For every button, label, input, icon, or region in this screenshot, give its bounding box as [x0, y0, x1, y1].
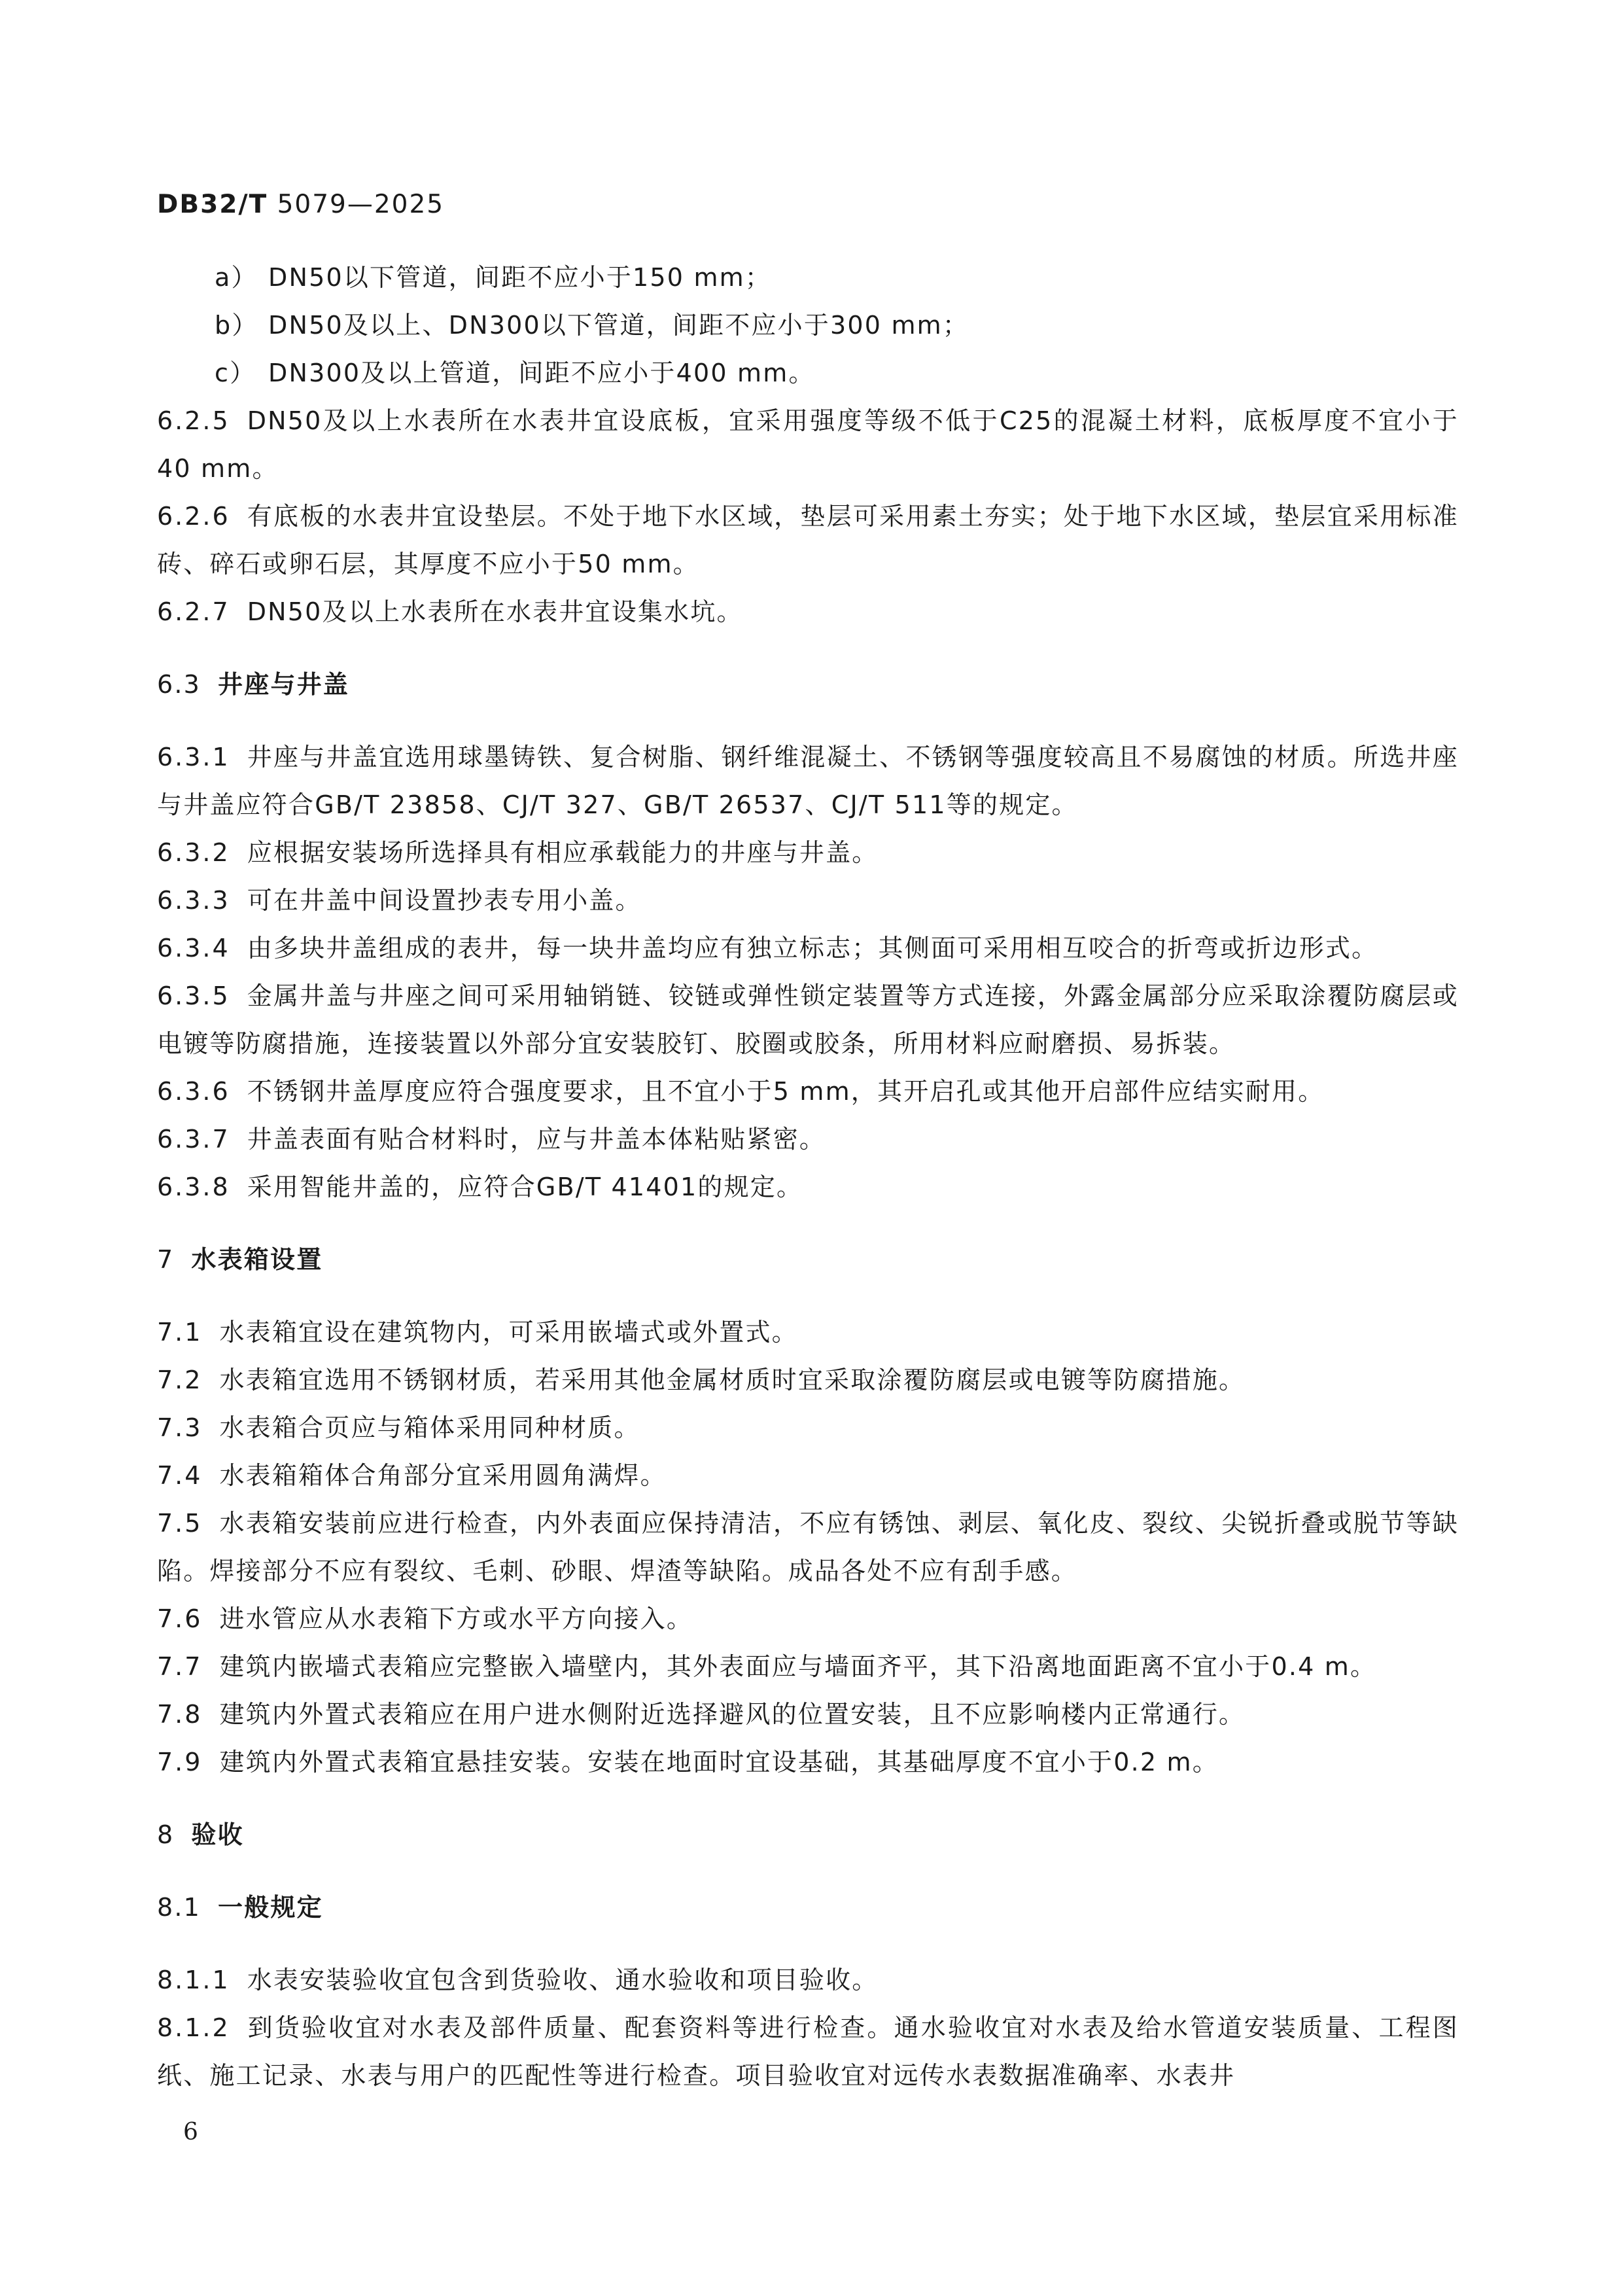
clause-text: 金属井盖与井座之间可采用轴销链、铰链或弹性锁定装置等方式连接，外露金属部分应采取涂覆防腐层或电镀等防腐措施，连接装置以外部分宜安装胶钉、胶圈或胶条，所用材料应耐磨损、易拆装。: [157, 981, 1459, 1058]
clause-number: 6.2.6: [157, 502, 230, 531]
clause-text: DN50及以上水表所在水表井宜设集水坑。: [247, 597, 743, 626]
clause-text: 水表箱箱体合角部分宜采用圆角满焊。: [219, 1461, 667, 1490]
clause-number: 6.3.5: [157, 981, 230, 1010]
clause-6-2-7: [157, 588, 1459, 636]
clause-number: 7.5: [157, 1509, 203, 1538]
section-heading-6-3: [157, 661, 1459, 709]
section-number: 7: [157, 1245, 175, 1274]
clause-text: 水表箱安装前应进行检查，内外表面应保持清洁，不应有锈蚀、剥层、氧化皮、裂纹、尖锐折叠或脱节等缺陷。焊接部分不应有裂纹、毛刺、砂眼、焊渣等缺陷。成品各处不应有刮手感。: [157, 1509, 1459, 1585]
clause-text: 不锈钢井盖厚度应符合强度要求，且不宜小于5 mm，其开启孔或其他开启部件应结实耐用。: [247, 1077, 1325, 1106]
list-item-mark: b）: [215, 311, 258, 340]
clause-7-4: [157, 1452, 1459, 1500]
clause-text: 井盖表面有贴合材料时，应与井盖本体粘贴紧密。: [247, 1125, 826, 1154]
clause-number: 7.3: [157, 1413, 203, 1442]
clause-7-9: [157, 1739, 1459, 1786]
clause-7-2: [157, 1356, 1459, 1404]
section-heading-8: [157, 1811, 1459, 1859]
clause-text: 水表箱宜选用不锈钢材质，若采用其他金属材质时宜采取涂覆防腐层或电镀等防腐措施。: [219, 1366, 1246, 1394]
clause-text: 水表箱合页应与箱体采用同种材质。: [219, 1413, 640, 1442]
document-code: [157, 190, 444, 219]
clause-6-3-5: [157, 972, 1459, 1068]
clause-6-2-6: [157, 493, 1459, 588]
clause-text: 采用智能井盖的，应符合GB/T 41401的规定。: [247, 1173, 803, 1201]
clause-number: 8.1.1: [157, 1966, 230, 1994]
list-item: [157, 349, 1459, 397]
clause-text: 由多块井盖组成的表井，每一块井盖均应有独立标志；其侧面可采用相互咬合的折弯或折边形式。: [247, 934, 1378, 963]
clause-text: 井座与井盖宜选用球墨铸铁、复合树脂、钢纤维混凝土、不锈钢等强度较高且不易腐蚀的材质。所选井座与井盖应符合GB/T 23858、CJ/T 327、GB/T 26537、CJ/T 511等的规定。: [157, 743, 1459, 819]
clause-6-3-1: [157, 733, 1459, 829]
clause-number: 6.2.7: [157, 597, 230, 626]
clause-number: 6.3.2: [157, 838, 230, 867]
clause-text: 建筑内嵌墙式表箱应完整嵌入墙壁内，其外表面应与墙面齐平，其下沿离地面距离不宜小于0.4 m。: [219, 1652, 1377, 1681]
clause-7-7: [157, 1643, 1459, 1691]
section-heading-7: [157, 1236, 1459, 1284]
clause-6-3-8: [157, 1163, 1459, 1211]
clause-text: 可在井盖中间设置抄表专用小盖。: [247, 886, 642, 915]
clause-text: 水表安装验收宜包含到货验收、通水验收和项目验收。: [247, 1966, 879, 1994]
clause-number: 6.3.7: [157, 1125, 230, 1154]
clause-6-2-5: [157, 397, 1459, 493]
document-code-number: 5079—2025: [268, 190, 445, 219]
clause-6-3-3: [157, 877, 1459, 925]
clause-text: DN50及以上水表所在水表井宜设底板，宜采用强度等级不低于C25的混凝土材料，底板厚度不宜小于40 mm。: [157, 406, 1459, 483]
clause-number: 8.1.2: [157, 2013, 230, 2042]
clause-number: 7.6: [157, 1604, 203, 1633]
clause-number: 7.2: [157, 1366, 203, 1394]
clause-text: 建筑内外置式表箱应在用户进水侧附近选择避风的位置安装，且不应影响楼内正常通行。: [219, 1700, 1246, 1729]
clause-number: 7.7: [157, 1652, 203, 1681]
clause-number: 6.3.6: [157, 1077, 230, 1106]
clause-6-3-2: [157, 829, 1459, 877]
clause-text: 到货验收宜对水表及部件质量、配套资料等进行检查。通水验收宜对水表及给水管道安装质量、工程图纸、施工记录、水表与用户的匹配性等进行检查。项目验收宜对远传水表数据准确率、水表井: [157, 2013, 1459, 2090]
section-title: 水表箱设置: [191, 1245, 323, 1274]
clause-number: 7.4: [157, 1461, 203, 1490]
clause-8-1-1: [157, 1956, 1459, 2004]
section-number: 8: [157, 1820, 175, 1849]
list-item: [157, 254, 1459, 302]
clause-6-3-6: [157, 1068, 1459, 1116]
clause-7-8: [157, 1691, 1459, 1739]
document-body: [157, 254, 1459, 2100]
section-title: 验收: [191, 1820, 244, 1849]
clause-text: 建筑内外置式表箱宜悬挂安装。安装在地面时宜设基础，其基础厚度不宜小于0.2 m。: [219, 1748, 1219, 1776]
clause-8-1-2: [157, 2004, 1459, 2100]
page-number: 6: [183, 2119, 198, 2146]
section-title: 井座与井盖: [218, 670, 350, 699]
clause-6-3-7: [157, 1116, 1459, 1163]
clause-number: 6.2.5: [157, 406, 230, 435]
document-code-prefix: DB32/T: [157, 190, 268, 219]
clause-number: 6.3.4: [157, 934, 230, 963]
section-number: 8.1: [157, 1893, 201, 1922]
clause-7-3: [157, 1404, 1459, 1452]
list-item-text: DN50以下管道，间距不应小于150 mm；: [268, 263, 772, 292]
section-title: 一般规定: [218, 1893, 323, 1922]
clause-7-5: [157, 1500, 1459, 1595]
clause-text: 应根据安装场所选择具有相应承载能力的井座与井盖。: [247, 838, 879, 867]
list-item-mark: a）: [215, 263, 258, 292]
list-item-text: DN50及以上、DN300以下管道，间距不应小于300 mm；: [268, 311, 969, 340]
section-number: 6.3: [157, 670, 201, 699]
list-item-text: DN300及以上管道，间距不应小于400 mm。: [268, 359, 815, 387]
clause-number: 7.1: [157, 1318, 203, 1347]
clause-number: 7.8: [157, 1700, 203, 1729]
clause-text: 有底板的水表井宜设垫层。不处于地下水区域，垫层可采用素土夯实；处于地下水区域，垫层宜采用标准砖、碎石或卵石层，其厚度不应小于50 mm。: [157, 502, 1459, 578]
clause-number: 6.3.3: [157, 886, 230, 915]
clause-number: 7.9: [157, 1748, 203, 1776]
list-item: [157, 302, 1459, 349]
section-heading-8-1: [157, 1884, 1459, 1932]
list-item-mark: c）: [215, 359, 256, 387]
clause-number: 6.3.1: [157, 743, 230, 771]
clause-text: 进水管应从水表箱下方或水平方向接入。: [219, 1604, 693, 1633]
clause-number: 6.3.8: [157, 1173, 230, 1201]
clause-7-1: [157, 1309, 1459, 1356]
clause-7-6: [157, 1595, 1459, 1643]
clause-6-3-4: [157, 925, 1459, 972]
clause-text: 水表箱宜设在建筑物内，可采用嵌墙式或外置式。: [219, 1318, 798, 1347]
